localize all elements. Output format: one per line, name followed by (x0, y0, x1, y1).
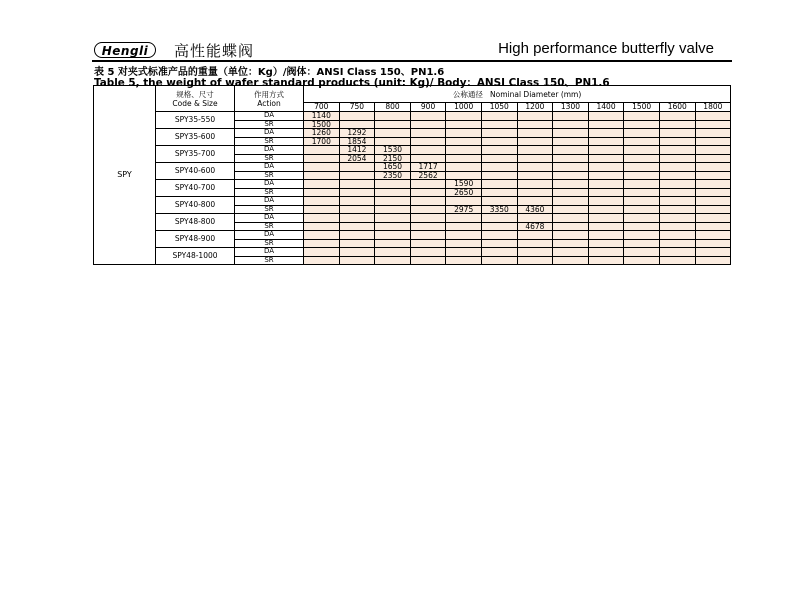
weight-cell (410, 154, 446, 163)
weight-cell (659, 239, 695, 248)
weight-cell (410, 129, 446, 138)
diameter-cell: 1000 (446, 103, 482, 112)
weight-cell (624, 205, 660, 214)
weight-cell (481, 146, 517, 155)
weight-cell (481, 137, 517, 146)
weight-cell (481, 163, 517, 172)
weight-cell (481, 154, 517, 163)
weight-cell (588, 163, 624, 172)
weight-cell (588, 154, 624, 163)
weight-cell (553, 214, 589, 223)
weight-cell (553, 188, 589, 197)
diameter-cell: 1200 (517, 103, 553, 112)
weight-cell (588, 214, 624, 223)
weight-cell (375, 180, 411, 189)
weight-cell (624, 256, 660, 265)
weight-cell (695, 248, 731, 257)
weight-cell (517, 248, 553, 257)
action-cell: SR (235, 120, 304, 129)
weight-cell (695, 256, 731, 265)
diameter-cell: 1800 (695, 103, 731, 112)
table-row (94, 129, 731, 138)
title-chinese: 高性能蝶阀 (174, 42, 255, 60)
action-cell: DA (235, 248, 304, 257)
weight-cell (339, 256, 375, 265)
weight-cell (553, 222, 589, 231)
weight-cell (446, 120, 482, 129)
weight-cell (410, 197, 446, 206)
code-cell: SPY40-700 (156, 180, 235, 197)
weight-cell (659, 188, 695, 197)
weight-cell (588, 197, 624, 206)
weight-cell (517, 180, 553, 189)
weight-cell (375, 222, 411, 231)
weight-cell: 2350 (375, 171, 411, 180)
weight-cell (588, 256, 624, 265)
weight-cell (481, 120, 517, 129)
weight-cell (624, 112, 660, 121)
weight-cell (695, 129, 731, 138)
weight-cell (624, 197, 660, 206)
weight-cell: 4360 (517, 205, 553, 214)
weight-cell (695, 180, 731, 189)
weight-cell (588, 129, 624, 138)
weight-cell (695, 231, 731, 240)
weight-cell (446, 163, 482, 172)
weight-cell: 1717 (410, 163, 446, 172)
weight-cell (517, 188, 553, 197)
weight-cell (517, 154, 553, 163)
action-cell: DA (235, 231, 304, 240)
weight-cell: 1530 (375, 146, 411, 155)
weight-cell (304, 180, 340, 189)
action-cell: SR (235, 239, 304, 248)
weight-cell: 1854 (339, 137, 375, 146)
weight-cell (339, 197, 375, 206)
action-header (235, 86, 304, 112)
weight-cell (481, 222, 517, 231)
weight-cell (304, 231, 340, 240)
weight-cell (339, 214, 375, 223)
weight-cell (588, 120, 624, 129)
code-cell: SPY40-600 (156, 163, 235, 180)
weight-cell (695, 171, 731, 180)
action-cell: DA (235, 112, 304, 121)
weight-cell (410, 222, 446, 231)
weight-cell (695, 112, 731, 121)
weight-cell (517, 231, 553, 240)
weight-cell (304, 256, 340, 265)
nominal-diameter-header: 公称通径 Nominal Diameter (mm) (304, 86, 731, 103)
weight-cell: 3350 (481, 205, 517, 214)
weight-cell (588, 205, 624, 214)
weight-cell (517, 146, 553, 155)
weight-cell (410, 248, 446, 257)
weight-cell (375, 120, 411, 129)
weight-cell (304, 205, 340, 214)
table-row (94, 146, 731, 155)
weight-cell (659, 112, 695, 121)
code-size-label-en: Code & Size (172, 98, 218, 108)
weight-cell: 2975 (446, 205, 482, 214)
caption-chinese: 表 5 对夹式标准产品的重量（单位：Kg）/阀体：ANSI Class 150、PN1.6 (94, 67, 445, 78)
weight-cell (339, 171, 375, 180)
action-cell: DA (235, 214, 304, 223)
weight-cell (588, 248, 624, 257)
weight-cell (553, 248, 589, 257)
weight-cell (446, 146, 482, 155)
weight-cell (624, 163, 660, 172)
weight-cell (304, 146, 340, 155)
weight-cell (339, 222, 375, 231)
weight-cell (446, 248, 482, 257)
weight-cell (624, 222, 660, 231)
weight-cell (375, 239, 411, 248)
weight-cell (624, 239, 660, 248)
weight-cell (446, 171, 482, 180)
weight-cell (517, 112, 553, 121)
weight-cell (553, 171, 589, 180)
weight-cell (517, 214, 553, 223)
weight-cell (339, 231, 375, 240)
weight-cell (339, 205, 375, 214)
weight-cell (517, 163, 553, 172)
header-rule (92, 60, 732, 62)
weight-cell (410, 180, 446, 189)
weight-cell (304, 154, 340, 163)
weight-cell (517, 197, 553, 206)
weight-cell (304, 248, 340, 257)
weight-cell (624, 120, 660, 129)
weight-cell (339, 163, 375, 172)
weight-cell: 1700 (304, 137, 340, 146)
weight-cell (410, 188, 446, 197)
weight-cell (481, 129, 517, 138)
weight-cell: 2562 (410, 171, 446, 180)
weight-cell (695, 163, 731, 172)
diameter-cell: 1500 (624, 103, 660, 112)
table-row (94, 112, 731, 121)
action-cell: SR (235, 205, 304, 214)
weight-cell (659, 256, 695, 265)
weight-cell (375, 248, 411, 257)
diameter-cell: 1400 (588, 103, 624, 112)
weight-cell (446, 231, 482, 240)
diameter-cell: 1300 (553, 103, 589, 112)
weight-cell (410, 146, 446, 155)
weight-cell (481, 171, 517, 180)
weight-cell (375, 205, 411, 214)
weight-cell (659, 154, 695, 163)
weight-cell (481, 239, 517, 248)
weight-cell (624, 171, 660, 180)
weight-cell (375, 256, 411, 265)
weight-cell (624, 129, 660, 138)
weight-cell (339, 120, 375, 129)
weight-cell (446, 154, 482, 163)
table-header-row (94, 86, 731, 103)
weight-cell (659, 205, 695, 214)
weight-cell (410, 231, 446, 240)
weight-cell: 4678 (517, 222, 553, 231)
weight-cell (375, 129, 411, 138)
weight-cell (553, 197, 589, 206)
weight-cell (517, 137, 553, 146)
weight-cell: 2150 (375, 154, 411, 163)
weight-cell (410, 112, 446, 121)
diameter-cell: 700 (304, 103, 340, 112)
weight-cell (481, 256, 517, 265)
code-cell: SPY48-900 (156, 231, 235, 248)
weight-cell (695, 214, 731, 223)
action-cell: SR (235, 222, 304, 231)
code-cell: SPY48-1000 (156, 248, 235, 265)
weight-cell (659, 231, 695, 240)
weight-cell (553, 112, 589, 121)
weight-cell (695, 222, 731, 231)
weight-cell (517, 171, 553, 180)
weight-cell (375, 112, 411, 121)
weight-cell (659, 222, 695, 231)
action-cell: DA (235, 163, 304, 172)
weight-cell (659, 171, 695, 180)
weight-cell (624, 146, 660, 155)
diameter-cell: 1600 (659, 103, 695, 112)
weight-cell (553, 120, 589, 129)
weight-cell (304, 239, 340, 248)
weight-cell (624, 180, 660, 189)
table-row (94, 180, 731, 189)
weight-cell (446, 129, 482, 138)
weight-cell: 1292 (339, 129, 375, 138)
weight-cell (553, 205, 589, 214)
series-cell: SPY (94, 86, 156, 265)
weight-cell: 1260 (304, 129, 340, 138)
weight-cell (695, 146, 731, 155)
weight-cell (446, 137, 482, 146)
weight-cell (339, 180, 375, 189)
weight-cell (659, 137, 695, 146)
table-row (94, 231, 731, 240)
weight-cell (481, 214, 517, 223)
weight-cell (553, 146, 589, 155)
weight-cell (410, 205, 446, 214)
weight-cell (553, 163, 589, 172)
weight-cell (588, 222, 624, 231)
weight-cell (659, 146, 695, 155)
weight-cell (588, 180, 624, 189)
diameter-cell: 900 (410, 103, 446, 112)
code-cell: SPY35-550 (156, 112, 235, 129)
weight-cell (695, 205, 731, 214)
action-label-cn: 作用方式 (254, 89, 284, 99)
weight-cell (304, 214, 340, 223)
weight-cell (624, 214, 660, 223)
weight-cell (304, 163, 340, 172)
weight-cell (695, 197, 731, 206)
weight-cell (588, 171, 624, 180)
code-cell: SPY35-700 (156, 146, 235, 163)
weight-cell (446, 256, 482, 265)
weight-cell (339, 248, 375, 257)
weight-cell (339, 112, 375, 121)
weight-cell (481, 231, 517, 240)
weight-cell (410, 214, 446, 223)
weight-cell (410, 256, 446, 265)
action-cell: DA (235, 129, 304, 138)
weight-cell (624, 188, 660, 197)
weight-cell (553, 239, 589, 248)
weight-cell (481, 188, 517, 197)
weight-cell (553, 129, 589, 138)
weight-cell (339, 239, 375, 248)
weight-cell: 2054 (339, 154, 375, 163)
table-row (94, 163, 731, 172)
caption-english: Table 5, the weight of wafer standard products (unit: Kg)/ Body：ANSI Class 150、PN1.6 (94, 77, 610, 89)
weight-cell: 1412 (339, 146, 375, 155)
weight-cell (375, 188, 411, 197)
action-cell: SR (235, 256, 304, 265)
weight-cell (553, 180, 589, 189)
diameter-cell: 750 (339, 103, 375, 112)
weight-cell (481, 180, 517, 189)
page-header (92, 40, 732, 62)
weight-cell (339, 188, 375, 197)
weight-cell (553, 137, 589, 146)
weight-cell (588, 137, 624, 146)
diameter-cell: 1050 (481, 103, 517, 112)
weight-cell (659, 180, 695, 189)
weight-cell (304, 197, 340, 206)
weight-cell: 1590 (446, 180, 482, 189)
weight-cell (410, 137, 446, 146)
weight-cell (659, 214, 695, 223)
weight-cell: 1500 (304, 120, 340, 129)
hengli-logo: Hengli (94, 42, 156, 58)
action-label-en: Action (257, 98, 281, 108)
action-cell: DA (235, 146, 304, 155)
weight-cell (588, 112, 624, 121)
code-cell: SPY40-800 (156, 197, 235, 214)
action-cell: SR (235, 188, 304, 197)
weight-cell (304, 171, 340, 180)
weight-cell (446, 197, 482, 206)
weight-cell (375, 137, 411, 146)
weight-cell (446, 112, 482, 121)
code-size-header (156, 86, 235, 112)
weight-cell (481, 112, 517, 121)
weight-cell (695, 137, 731, 146)
weight-cell (446, 214, 482, 223)
weight-table (93, 85, 731, 265)
weight-cell (517, 256, 553, 265)
weight-cell: 2650 (446, 188, 482, 197)
weight-cell (481, 248, 517, 257)
action-cell: SR (235, 154, 304, 163)
title-english: High performance butterfly valve (498, 40, 714, 57)
weight-cell (695, 120, 731, 129)
table-row (94, 214, 731, 223)
weight-cell (588, 231, 624, 240)
weight-cell (624, 231, 660, 240)
weight-cell (695, 188, 731, 197)
weight-cell (446, 222, 482, 231)
diameter-cell: 800 (375, 103, 411, 112)
table-row (94, 197, 731, 206)
weight-cell (624, 154, 660, 163)
weight-cell (375, 231, 411, 240)
weight-cell (588, 188, 624, 197)
weight-cell (481, 197, 517, 206)
weight-cell: 1650 (375, 163, 411, 172)
weight-cell (588, 239, 624, 248)
weight-cell (304, 188, 340, 197)
weight-cell (517, 120, 553, 129)
weight-cell (553, 231, 589, 240)
weight-cell (624, 137, 660, 146)
code-cell: SPY35-600 (156, 129, 235, 146)
action-cell: SR (235, 137, 304, 146)
action-cell: DA (235, 180, 304, 189)
weight-cell (375, 214, 411, 223)
weight-cell: 1140 (304, 112, 340, 121)
weight-cell (446, 239, 482, 248)
weight-cell (553, 154, 589, 163)
code-size-label-cn: 规格、尺寸 (176, 89, 214, 99)
weight-cell (553, 256, 589, 265)
weight-cell (588, 146, 624, 155)
weight-cell (410, 239, 446, 248)
weight-cell (304, 222, 340, 231)
action-cell: DA (235, 197, 304, 206)
weight-cell (659, 248, 695, 257)
weight-cell (659, 129, 695, 138)
weight-cell (659, 120, 695, 129)
code-cell: SPY48-800 (156, 214, 235, 231)
weight-cell (659, 163, 695, 172)
weight-cell (517, 129, 553, 138)
action-cell: SR (235, 171, 304, 180)
weight-cell (517, 239, 553, 248)
table-row (94, 248, 731, 257)
weight-cell (695, 239, 731, 248)
weight-cell (375, 197, 411, 206)
weight-cell (659, 197, 695, 206)
weight-cell (624, 248, 660, 257)
weight-cell (410, 120, 446, 129)
weight-cell (695, 154, 731, 163)
